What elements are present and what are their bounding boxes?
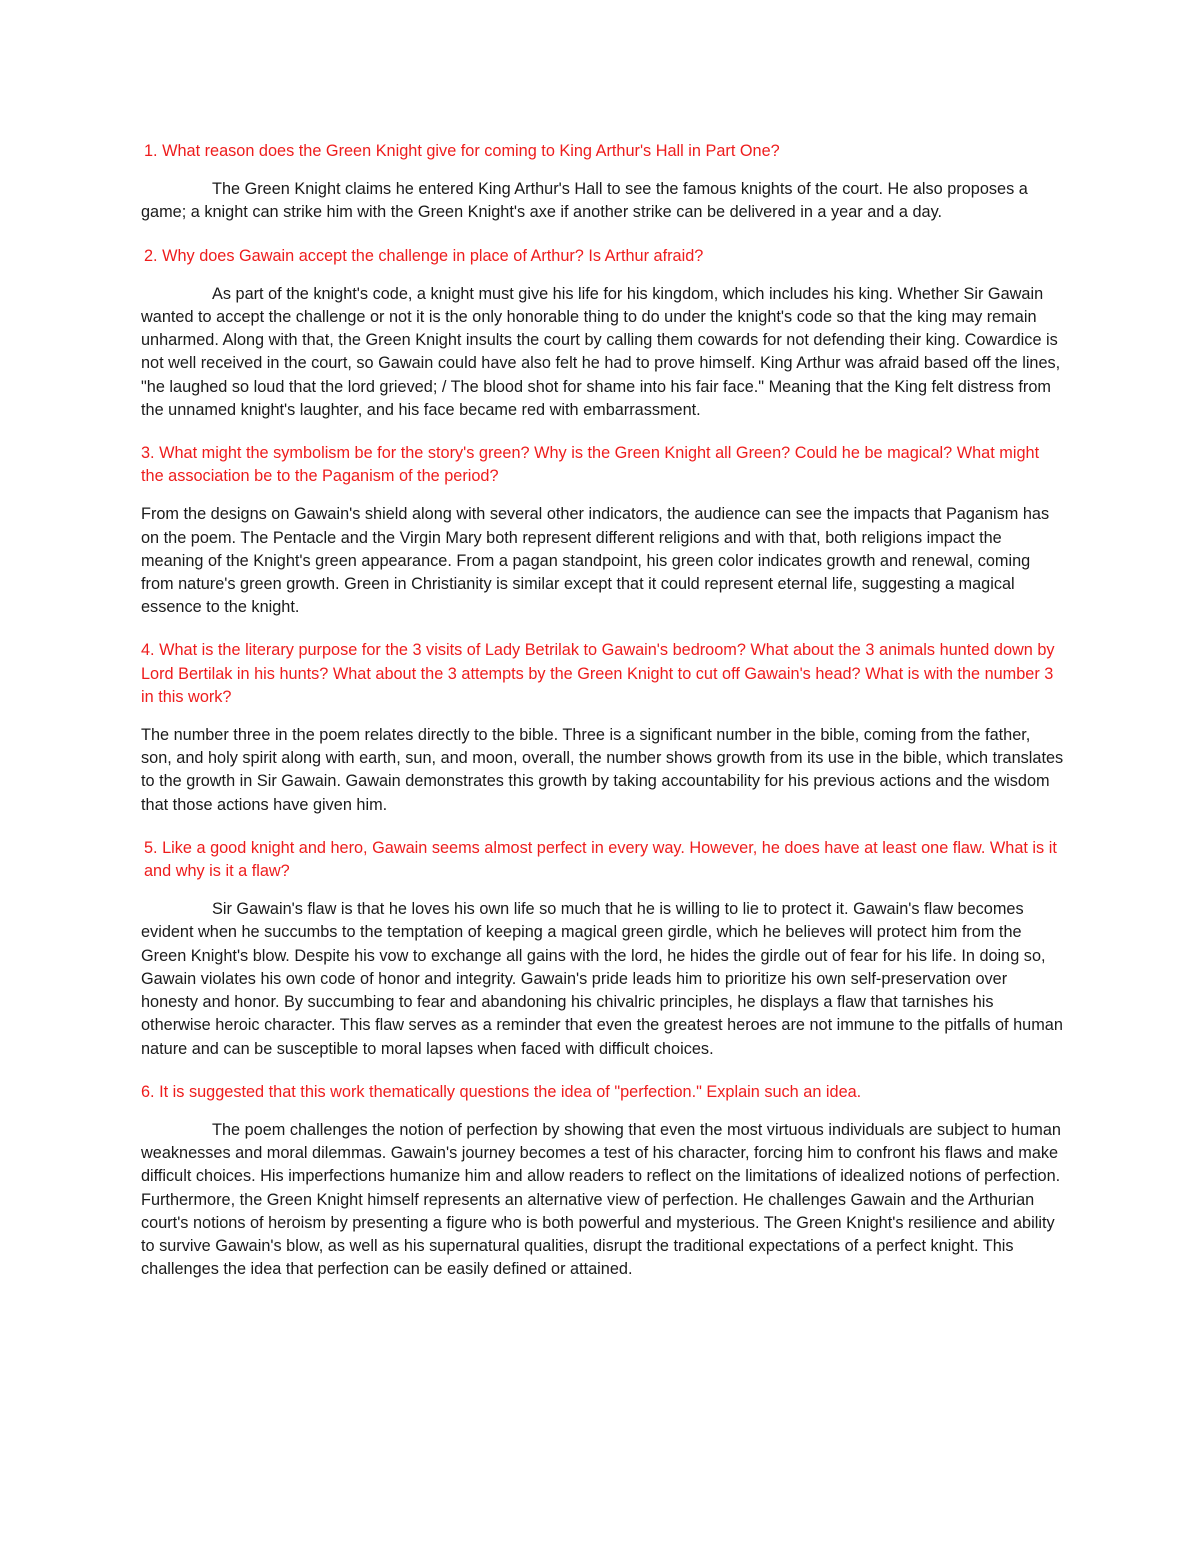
answer-1: The Green Knight claims he entered King Arthur's Hall to see the famous knights of the court. He also proposes a game; a knight can strike him with the Green Knight's axe if another strike can be delivered in a year and a day. [141,180,1028,222]
question-1: 1. What reason does the Green Knight give for coming to King Arthur's Hall in Part One? [144,142,780,160]
answer-2: As part of the knight's code, a knight must give his life for his kingdom, which includes his king. Whether Sir Gawain wanted to accept the challenge or not it is the only honorable thing to do under the knight's code so that the king may remain unharmed. Along with that, the Green Knight insults the court by calling them cowards for not defending their king. Cowardice is not well received in the court, so Gawain could have also felt he had to prove himself. King Arthur was afraid based off the lines, "he laughed so loud that the lord grieved; / The blood shot for shame into his fair face." Meaning that the King felt distress from the unnamed knight's laughter, and his face became red with embarrassment. [141,284,1061,419]
answer-3: From the designs on Gawain's shield along with several other indicators, the audience can see the impacts that Paganism has on the poem. The Pentacle and the Virgin Mary both represent different religions and with that, both religions impact the meaning of the Knight's green appearance. From a pagan standpoint, his green color indicates growth and renewal, coming from nature's green growth. Green in Christianity is similar except that it could represent eternal life, suggesting a magical essence to the knight. [141,505,1050,617]
question-6: 6. It is suggested that this work thematically questions the idea of "perfection." Explain such an idea. [141,1082,862,1101]
answer-6: The poem challenges the notion of perfection by showing that even the most virtuous individuals are subject to human weaknesses and moral dilemmas. Gawain's journey becomes a test of his character, forcing him to confront his flaws and make difficult choices. His imperfections humanize him and allow readers to reflect on the limitations of idealized notions of perfection. Furthermore, the Green Knight himself represents an alternative view of perfection. He challenges Gawain and the Arthurian court's notions of heroism by presenting a figure who is both powerful and mysterious. The Green Knight's resilience and ability to survive Gawain's blow, as well as his supernatural qualities, disrupt the traditional expectations of a perfect knight. This challenges the idea that perfection can be easily defined or attained. [141,1120,1061,1279]
answer-5: Sir Gawain's flaw is that he loves his own life so much that he is willing to lie to protect it. Gawain's flaw becomes evident when he succumbs to the temptation of keeping a magical green girdle, which he believes will protect him from the Green Knight's blow. Despite his vow to exchange all gains with the lord, he hides the girdle out of fear for his life. In doing so, Gawain violates his own code of honor and integrity. Gawain's pride leads him to prioritize his own self-preservation over honesty and honor. By succumbing to fear and abandoning his chivalric principles, he displays a flaw that tarnishes his otherwise heroic character. This flaw serves as a reminder that even the greatest heroes are not immune to the pitfalls of human nature and can be susceptible to moral lapses when faced with difficult choices. [141,900,1063,1058]
question-2: 2. Why does Gawain accept the challenge in place of Arthur? Is Arthur afraid? [144,246,704,265]
question-5: 5. Like a good knight and hero, Gawain seems almost perfect in every way. However, he does have at least one flaw. What is it and why is it a flaw? [144,838,1057,881]
question-4: 4. What is the literary purpose for the 3 visits of Lady Betrilak to Gawain's bedroom? What about the 3 animals hunted down by Lord Bertilak in his hunts? What about the 3 attempts by the Green Knight to cut off Gawain's head? What is with the number 3 in this work? [141,641,1055,706]
answer-4: The number three in the poem relates directly to the bible. Three is a significant number in the bible, coming from the father, son, and holy spirit along with earth, sun, and moon, overall, the number shows growth from its use in the bible, which translates to the growth in Sir Gawain. Gawain demonstrates this growth by taking accountability for his previous actions and the wisdom that those actions have given him. [141,726,1064,814]
question-3: 3. What might the symbolism be for the story's green? Why is the Green Knight all Green? Could he be magical? What might the association be to the Paganism of the period? [141,444,1040,486]
